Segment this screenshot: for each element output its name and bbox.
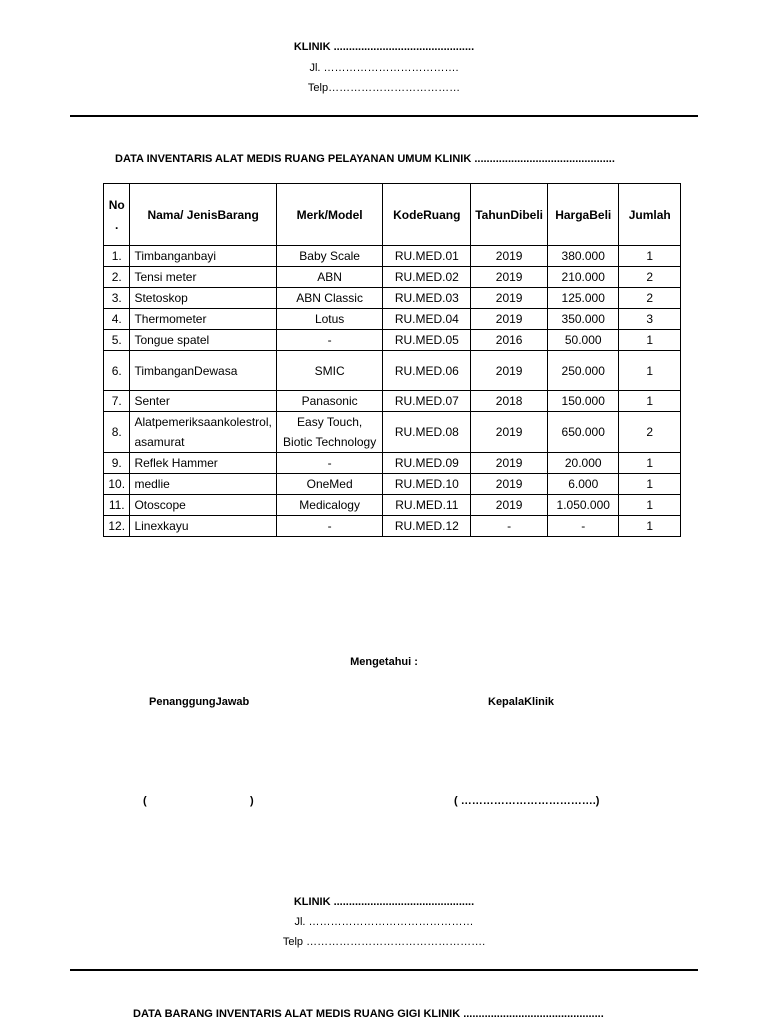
table-row bbox=[104, 288, 681, 309]
cell-nama: Stetoskop bbox=[130, 288, 276, 309]
cell-merk: - bbox=[276, 453, 383, 474]
cell-no: 8. bbox=[104, 412, 130, 453]
cell-merk: ABN Classic bbox=[276, 288, 383, 309]
responsible-person-title: PenanggungJawab bbox=[149, 696, 250, 708]
cell-nama: Tongue spatel bbox=[130, 330, 276, 351]
cell-no: 6. bbox=[104, 351, 130, 391]
col-header-nama: Nama/ JenisBarang bbox=[130, 184, 276, 246]
cell-tahun: - bbox=[471, 516, 548, 537]
cell-nama: medlie bbox=[130, 474, 276, 495]
cell-merk: Baby Scale bbox=[276, 246, 383, 267]
cell-harga: 125.000 bbox=[548, 288, 619, 309]
cell-no: 11. bbox=[104, 495, 130, 516]
table-row bbox=[104, 330, 681, 351]
clinic-name-2: KLINIK .............................................. bbox=[293, 896, 475, 908]
cell-jumlah: 1 bbox=[619, 351, 681, 391]
cell-harga: 250.000 bbox=[548, 351, 619, 391]
table-row bbox=[104, 453, 681, 474]
table-header-row bbox=[104, 184, 681, 246]
cell-jumlah: 2 bbox=[619, 267, 681, 288]
cell-jumlah: 1 bbox=[619, 516, 681, 537]
col-header-kode: KodeRuang bbox=[383, 184, 471, 246]
cell-merk: SMIC bbox=[276, 351, 383, 391]
cell-harga: 350.000 bbox=[548, 309, 619, 330]
cell-jumlah: 3 bbox=[619, 309, 681, 330]
col-header-no: No . bbox=[104, 184, 130, 246]
cell-nama: TimbanganDewasa bbox=[130, 351, 276, 391]
cell-no: 3. bbox=[104, 288, 130, 309]
cell-tahun: 2019 bbox=[471, 246, 548, 267]
cell-jumlah: 1 bbox=[619, 391, 681, 412]
cell-nama: Senter bbox=[130, 391, 276, 412]
cell-tahun: 2019 bbox=[471, 474, 548, 495]
cell-harga: 210.000 bbox=[548, 267, 619, 288]
clinic-phone-2: Telp …………………………………………. bbox=[282, 936, 486, 948]
cell-nama: Linexkayu bbox=[130, 516, 276, 537]
cell-tahun: 2019 bbox=[471, 309, 548, 330]
cell-nama: Thermometer bbox=[130, 309, 276, 330]
cell-nama: Tensi meter bbox=[130, 267, 276, 288]
cell-kode: RU.MED.03 bbox=[383, 288, 471, 309]
right-signature-line: ( ……………………………….) bbox=[454, 795, 600, 807]
cell-harga: 1.050.000 bbox=[548, 495, 619, 516]
cell-tahun: 2019 bbox=[471, 351, 548, 391]
cell-kode: RU.MED.08 bbox=[383, 412, 471, 453]
cell-merk: - bbox=[276, 330, 383, 351]
col-header-jumlah: Jumlah bbox=[619, 184, 681, 246]
cell-kode: RU.MED.10 bbox=[383, 474, 471, 495]
cell-jumlah: 2 bbox=[619, 412, 681, 453]
cell-jumlah: 2 bbox=[619, 288, 681, 309]
cell-jumlah: 1 bbox=[619, 495, 681, 516]
cell-no: 12. bbox=[104, 516, 130, 537]
cell-kode: RU.MED.12 bbox=[383, 516, 471, 537]
cell-tahun: 2019 bbox=[471, 495, 548, 516]
cell-kode: RU.MED.01 bbox=[383, 246, 471, 267]
cell-harga: 20.000 bbox=[548, 453, 619, 474]
cell-kode: RU.MED.05 bbox=[383, 330, 471, 351]
cell-tahun: 2019 bbox=[471, 288, 548, 309]
table-row bbox=[104, 351, 681, 391]
cell-tahun: 2019 bbox=[471, 453, 548, 474]
cell-no: 10. bbox=[104, 474, 130, 495]
cell-harga: 150.000 bbox=[548, 391, 619, 412]
cell-tahun: 2018 bbox=[471, 391, 548, 412]
cell-harga: 50.000 bbox=[548, 330, 619, 351]
header-divider-2 bbox=[70, 969, 698, 971]
table-row bbox=[104, 391, 681, 412]
inventory-table bbox=[103, 183, 681, 537]
col-header-harga: HargaBeli bbox=[548, 184, 619, 246]
cell-merk: Easy Touch, Biotic Technology bbox=[276, 412, 383, 453]
cell-merk: OneMed bbox=[276, 474, 383, 495]
cell-merk: - bbox=[276, 516, 383, 537]
cell-merk: Medicalogy bbox=[276, 495, 383, 516]
cell-no: 9. bbox=[104, 453, 130, 474]
cell-merk: Panasonic bbox=[276, 391, 383, 412]
cell-nama: Otoscope bbox=[130, 495, 276, 516]
cell-jumlah: 1 bbox=[619, 330, 681, 351]
clinic-name-1: KLINIK .............................................. bbox=[293, 41, 475, 53]
table-row bbox=[104, 495, 681, 516]
left-signature-close: ) bbox=[250, 795, 254, 807]
table-row bbox=[104, 309, 681, 330]
cell-merk: Lotus bbox=[276, 309, 383, 330]
left-signature-open: ( bbox=[143, 795, 147, 807]
cell-harga: - bbox=[548, 516, 619, 537]
table-row bbox=[104, 516, 681, 537]
document-title-2: DATA BARANG INVENTARIS ALAT MEDIS RUANG GIGI KLINIK .............................................. bbox=[133, 1008, 604, 1020]
table-row bbox=[104, 267, 681, 288]
cell-tahun: 2019 bbox=[471, 412, 548, 453]
cell-jumlah: 1 bbox=[619, 246, 681, 267]
clinic-head-title: KepalaKlinik bbox=[488, 696, 555, 708]
col-header-tahun: TahunDibeli bbox=[471, 184, 548, 246]
table-row bbox=[104, 246, 681, 267]
table-row bbox=[104, 474, 681, 495]
cell-kode: RU.MED.06 bbox=[383, 351, 471, 391]
clinic-phone-1: Telp……………………………… bbox=[307, 82, 461, 94]
document-title-1: DATA INVENTARIS ALAT MEDIS RUANG PELAYANAN UMUM KLINIK .............................................. bbox=[115, 153, 615, 165]
cell-no: 4. bbox=[104, 309, 130, 330]
cell-kode: RU.MED.11 bbox=[383, 495, 471, 516]
cell-harga: 650.000 bbox=[548, 412, 619, 453]
clinic-address-1: Jl. ………………………………. bbox=[309, 62, 459, 74]
cell-nama: Timbanganbayi bbox=[130, 246, 276, 267]
cell-no: 1. bbox=[104, 246, 130, 267]
cell-no: 5. bbox=[104, 330, 130, 351]
table-row bbox=[104, 412, 681, 453]
cell-kode: RU.MED.02 bbox=[383, 267, 471, 288]
cell-no: 7. bbox=[104, 391, 130, 412]
cell-nama: Alatpemeriksaankolestrol, asamurat bbox=[130, 412, 276, 453]
col-header-merk: Merk/Model bbox=[276, 184, 383, 246]
cell-jumlah: 1 bbox=[619, 474, 681, 495]
cell-kode: RU.MED.04 bbox=[383, 309, 471, 330]
acknowledged-label: Mengetahui : bbox=[350, 656, 418, 668]
cell-merk: ABN bbox=[276, 267, 383, 288]
cell-kode: RU.MED.09 bbox=[383, 453, 471, 474]
clinic-address-2: Jl. ……………………………………… bbox=[294, 916, 474, 928]
cell-harga: 6.000 bbox=[548, 474, 619, 495]
cell-jumlah: 1 bbox=[619, 453, 681, 474]
cell-harga: 380.000 bbox=[548, 246, 619, 267]
cell-kode: RU.MED.07 bbox=[383, 391, 471, 412]
cell-tahun: 2019 bbox=[471, 267, 548, 288]
cell-nama: Reflek Hammer bbox=[130, 453, 276, 474]
cell-tahun: 2016 bbox=[471, 330, 548, 351]
header-divider-1 bbox=[70, 115, 698, 117]
cell-no: 2. bbox=[104, 267, 130, 288]
